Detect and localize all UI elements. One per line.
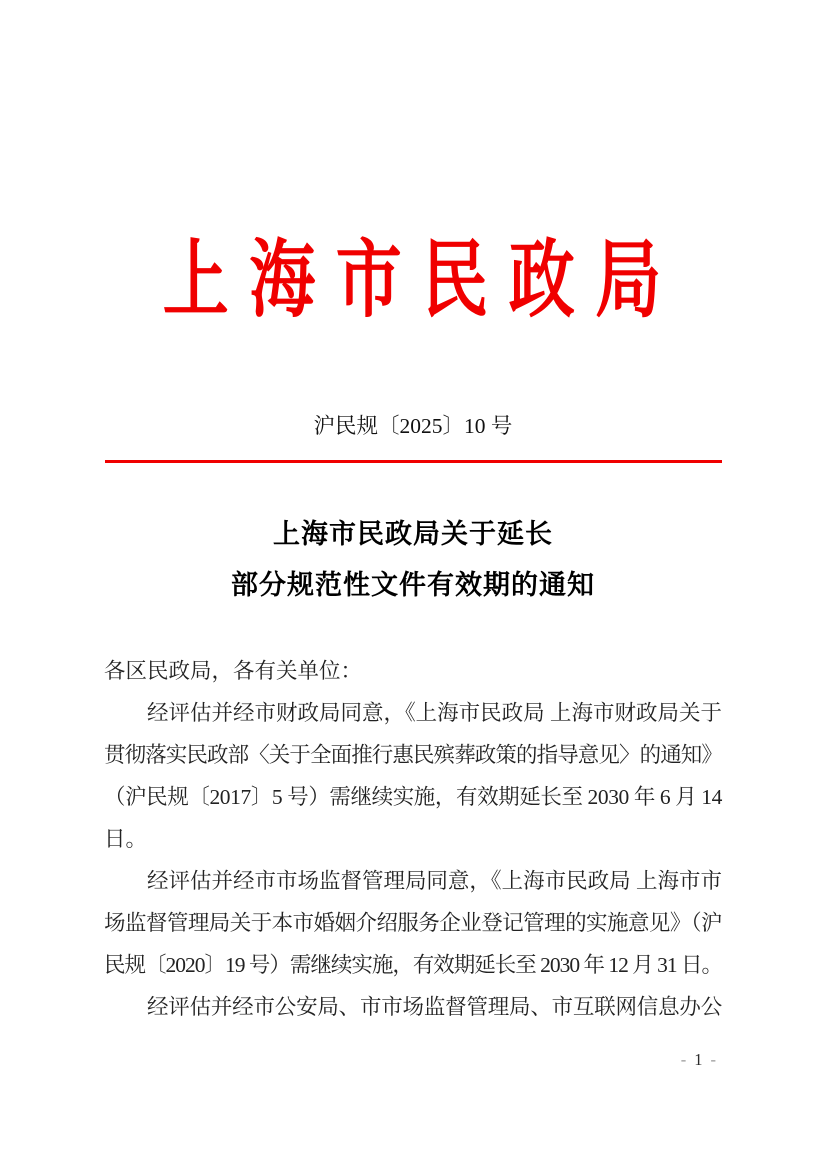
document-number: 沪民规〔2025〕10 号 xyxy=(313,414,513,438)
body-line: 经评估并经市市场监督管理局同意，《上海市民政局 上海市市 xyxy=(147,869,722,893)
agency-header-title: 上 海 市 民 政 局 xyxy=(162,234,664,329)
body-line: （沪民规〔2017〕5 号）需继续实施，有效期延长至 2030 年 6 月 14 xyxy=(104,785,722,809)
body-line: 各区民政局，各有关单位： xyxy=(104,659,363,683)
body-line: 经评估并经市公安局、市市场监督管理局、市互联网信息办公 xyxy=(147,995,722,1019)
document-body xyxy=(104,650,722,1028)
body-line: 民规〔2020〕19 号）需继续实施，有效期延长至 2030 年 12 月 31 日。 xyxy=(104,953,722,977)
red-separator-line xyxy=(105,460,722,463)
document-title xyxy=(0,509,826,611)
page-number-dash-left: - xyxy=(680,1050,687,1069)
body-line: 场监督管理局关于本市婚姻介绍服务企业登记管理的实施意见》（沪 xyxy=(104,911,722,935)
page-number-value: 1 xyxy=(694,1050,703,1069)
body-line: 贯彻落实民政部〈关于全面推行惠民殡葬政策的指导意见〉的通知》 xyxy=(104,743,722,767)
document-title-line-1: 上海市民政局关于延长 xyxy=(273,519,553,549)
body-line: 经评估并经市财政局同意，《上海市民政局 上海市财政局关于 xyxy=(147,701,722,725)
page-number xyxy=(681,1048,716,1072)
page-number-dash-right: - xyxy=(710,1050,716,1069)
body-line: 日。 xyxy=(104,827,148,851)
document-title-line-2: 部分规范性文件有效期的通知 xyxy=(231,570,595,600)
